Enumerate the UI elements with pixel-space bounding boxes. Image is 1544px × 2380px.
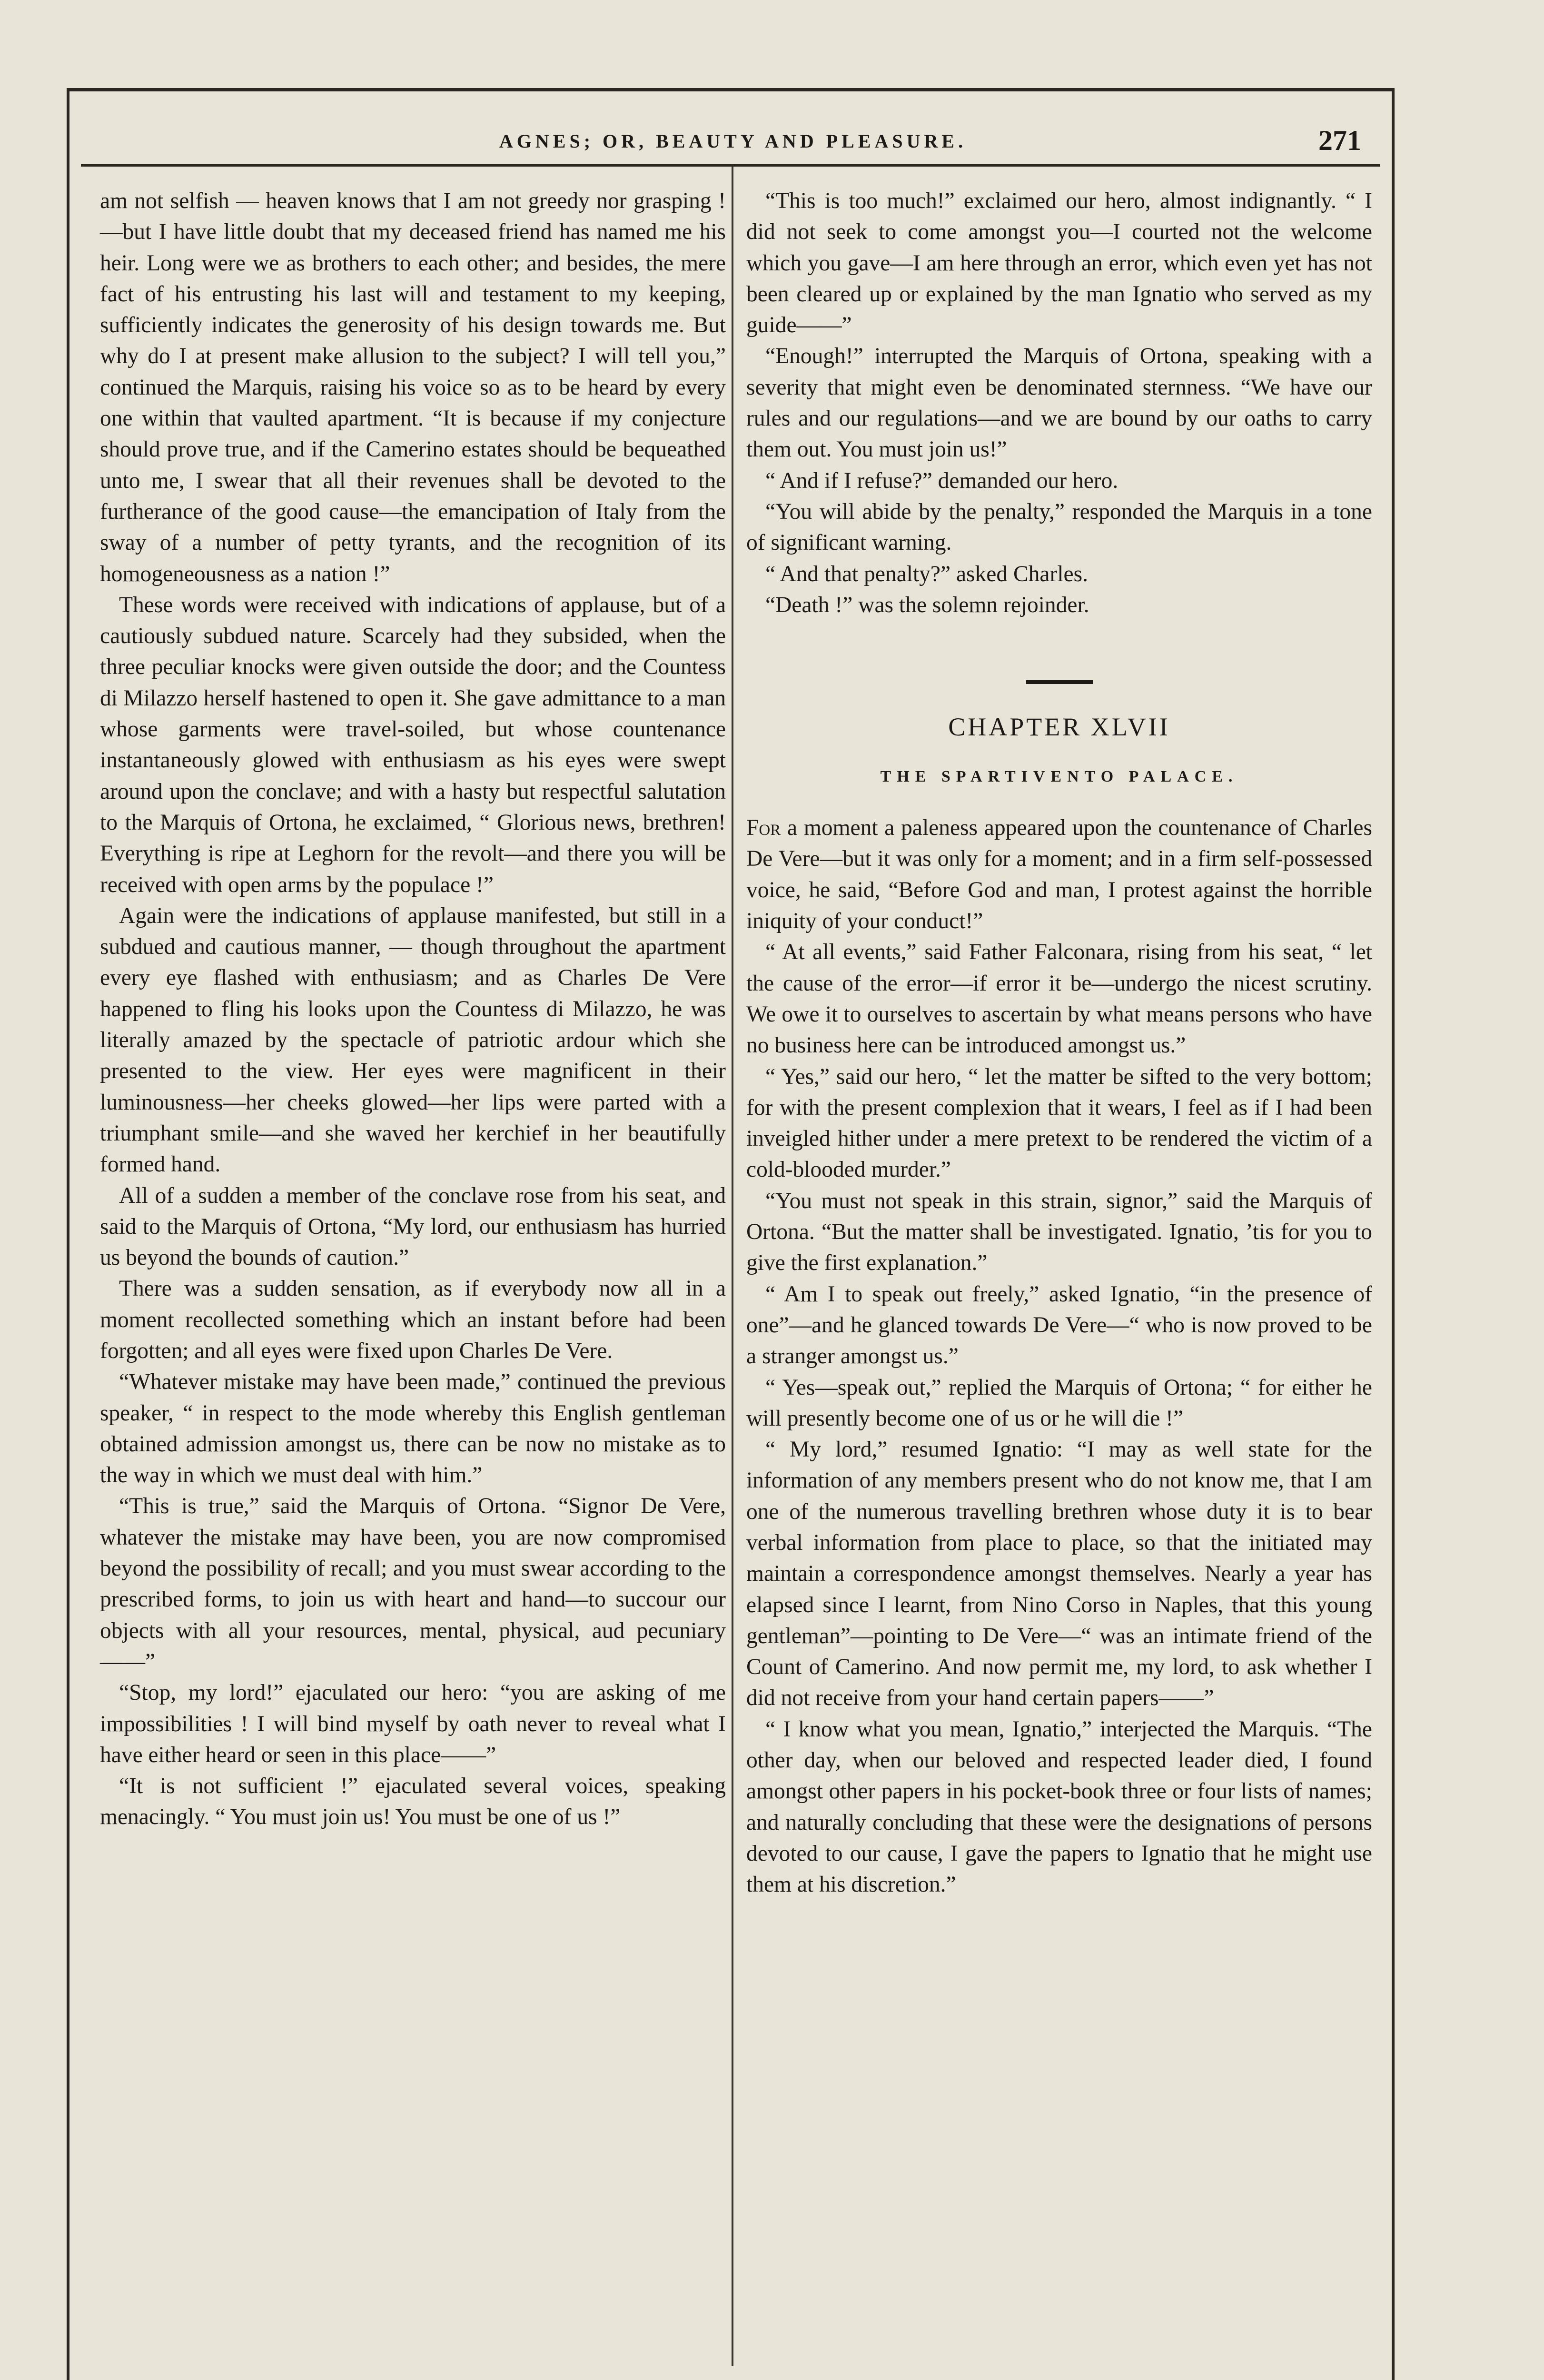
chapter-subtitle: THE SPARTIVENTO PALACE. xyxy=(880,768,1238,786)
paragraph: “You must not speak in this strain, signor,” said the Marquis of Ortona. “But the matter shall be investigated. Ignatio, ’tis for you to give the first explanation.” xyxy=(746,1188,1372,1276)
paragraph: “Death !” was the solemn rejoinder. xyxy=(765,592,1089,617)
paragraph: am not selfish — heaven knows that I am not greedy nor grasping !—but I have little doubt that my deceased friend has named me his heir. Long were we as brothers to each other; and besides, the mere fact of his entrusting his last will and testament to my keeping, sufficiently indicates the generosity of his design towards me. But why do I at present make allusion to the subject? I will tell you,” continued the Marquis, raising his voice so as to be heard by every one within that vaulted apartment. “It is because if my conjecture should prove true, and if the Camerino estates should be bequeathed unto me, I swear that all their revenues shall be devoted to the furtherance of the good cause—the emancipation of Italy from the sway of a number of petty tyrants, and the recognition of its homogeneousness as a nation !” xyxy=(100,188,726,586)
paragraph: “You will abide by the penalty,” responded the Marquis in a tone of significant warning. xyxy=(746,499,1372,555)
paragraph: “ Yes,” said our hero, “ let the matter be sifted to the very bottom; for with the present complexion that it wears, I feel as if I had been inveigled hither under a mere pretext to be rendered the victim of a cold-blooded murder.” xyxy=(746,1064,1372,1182)
running-head: AGNES; OR, BEAUTY AND PLEASURE. xyxy=(499,130,967,152)
paragraph: “ I know what you mean, Ignatio,” interjected the Marquis. “The other day, when our beloved and respected leader died, I found amongst other papers in his pocket-book three or four lists of names; and naturally concluding that these were the designations of persons devoted to our cause, I gave the papers to Ignatio that he might use them at his discretion.” xyxy=(746,1716,1372,1897)
paragraph: “Enough!” interrupted the Marquis of Ortona, speaking with a severity that might even be denominated sternness. “We have our rules and our regulations—and we are bound by our oaths to carry them out. You must join us!” xyxy=(746,344,1372,462)
drop-lead-word: For xyxy=(746,815,781,841)
section-divider-rule xyxy=(1026,680,1093,684)
paragraph: Again were the indications of applause manifested, but still in a subdued and cautious manner, — though throughout the apartment every eye flashed with enthusiasm; and as Charles De Vere happened to fling his looks upon the Countess di Milazzo, he was literally amazed by the spectacle of patriotic ardour which she presented to the view. Her eyes were magnificent in their luminousness—her cheeks glowed—her lips were parted with a triumphant smile—and she waved her kerchief in her beautifully formed hand. xyxy=(100,903,726,1177)
paragraph: “ Am I to speak out freely,” asked Ignatio, “in the presence of one”—and he glanced towards De Vere—“ who is now proved to be a stranger amongst us.” xyxy=(746,1281,1372,1369)
paragraph: “This is too much!” exclaimed our hero, almost indignantly. “ I did not seek to come amongst you—I courted not the welcome which you gave—I am here through an error, which even yet has not been cleared up or explained by the man Ignatio who served as my guide——” xyxy=(746,188,1372,338)
paragraph: “It is not sufficient !” ejaculated several voices, speaking menacingly. “ You must join us! You must be one of us !” xyxy=(100,1774,726,1830)
chapter-title: CHAPTER XLVII xyxy=(948,713,1170,742)
left-column xyxy=(100,186,726,1833)
paragraph: “ Yes—speak out,” replied the Marquis of Ortona; “ for either he will presently become one of us or he will die !” xyxy=(746,1375,1372,1431)
page-number: 271 xyxy=(1318,125,1361,156)
column-divider xyxy=(732,167,733,2366)
paragraph: For a moment a paleness appeared upon the countenance of Charles De Vere—but it was only for a moment; and in a firm self-possessed voice, he said, “Before God and man, I protest against the horrible iniquity of your conduct!” xyxy=(746,815,1372,934)
right-column xyxy=(746,186,1372,1901)
paragraph: “ At all events,” said Father Falconara, rising from his seat, “ let the cause of the error—if error it be—undergo the nicest scrutiny. We owe it to ourselves to ascertain by what means persons who have no business here can be introduced amongst us.” xyxy=(746,940,1372,1058)
paragraph: “ My lord,” resumed Ignatio: “I may as well state for the information of any members present who do not know me, that I am one of the numerous travelling brethren whose duty it is to bear verbal information from place to place, so that the initiated may maintain a correspondence amongst themselves. Nearly a year has elapsed since I learnt, from Nino Corso in Naples, that this young gentleman”—pointing to De Vere—“ was an intimate friend of the Count of Camerino. And now permit me, my lord, to ask whether I did not receive from your hand certain papers——” xyxy=(746,1437,1372,1711)
paragraph: “This is true,” said the Marquis of Ortona. “Signor De Vere, whatever the mistake may have been, you are now compromised beyond the possibility of recall; and you must swear according to the prescribed forms, to join us with heart and hand—to succour our objects with all your resources, mental, physical, aud pecuniary——” xyxy=(100,1494,726,1674)
paragraph: There was a sudden sensation, as if everybody now all in a moment recollected something which an instant before had been forgotten; and all eyes were fixed upon Charles De Vere. xyxy=(100,1276,726,1363)
paragraph: These words were received with indications of applause, but of a cautiously subdued nature. Scarcely had they subsided, when the three peculiar knocks were given outside the door; and the Countess di Milazzo herself hastened to open it. She gave admittance to a man whose garments were travel-soiled, but whose countenance instantaneously glowed with enthusiasm as his eyes were swept around upon the conclave; and with a hasty but respectful salutation to the Marquis of Ortona, he exclaimed, “ Glorious news, brethren! Everything is ripe at Leghorn for the revolt—and there you will be received with open arms by the populace !” xyxy=(100,592,726,897)
paragraph: “ And if I refuse?” demanded our hero. xyxy=(765,468,1118,493)
page-header xyxy=(86,121,1380,164)
paragraph: “ And that penalty?” asked Charles. xyxy=(765,561,1088,586)
paragraph: “Stop, my lord!” ejaculated our hero: “you are asking of me impossibilities ! I will bind myself by oath never to reveal what I have either heard or seen in this place——” xyxy=(100,1680,726,1767)
header-rule xyxy=(81,164,1380,167)
paragraph: “Whatever mistake may have been made,” continued the previous speaker, “ in respect to the mode whereby this English gentleman obtained admission amongst us, there can be now no mistake as to the way in which we must deal with him.” xyxy=(100,1369,726,1488)
paragraph: All of a sudden a member of the conclave rose from his seat, and said to the Marquis of Ortona, “My lord, our enthusiasm has hurried us beyond the bounds of caution.” xyxy=(100,1183,726,1270)
